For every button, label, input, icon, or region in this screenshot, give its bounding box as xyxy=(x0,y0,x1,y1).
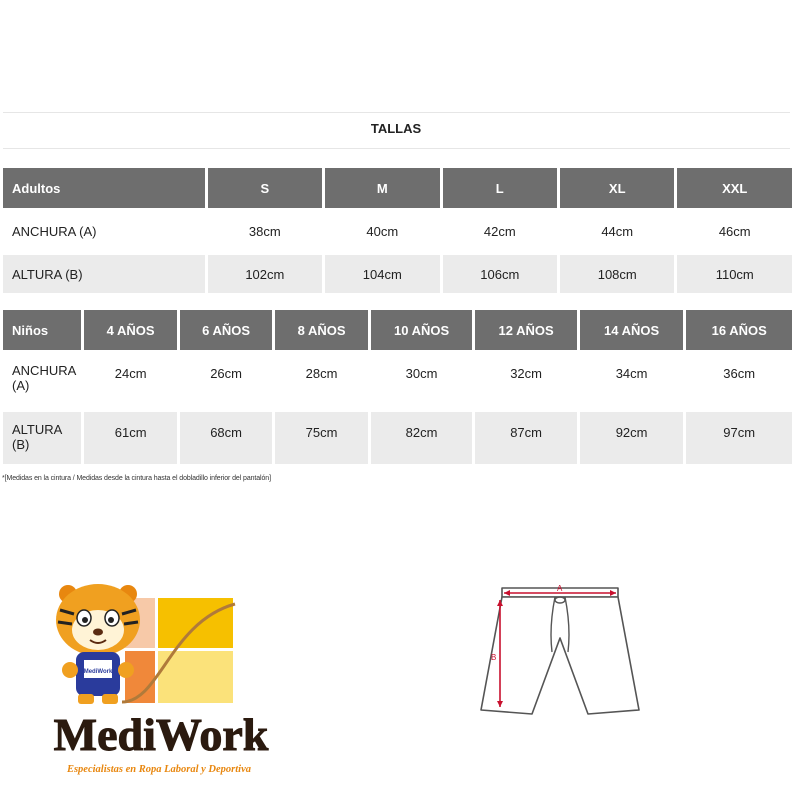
table-cell: 106cm xyxy=(443,255,557,293)
logo-tile xyxy=(158,598,233,648)
table-cell: 82cm xyxy=(371,412,473,464)
age-header-6: 6 AÑOS xyxy=(180,310,272,350)
row-label-width xyxy=(3,353,81,409)
table-cell: 46cm xyxy=(718,224,751,239)
table-cell: 30cm xyxy=(405,366,438,381)
adults-header-label: Adultos xyxy=(3,168,205,208)
row-label-line: (B) xyxy=(12,437,30,452)
adults-header-row xyxy=(3,168,792,208)
title-divider xyxy=(3,148,790,149)
age-header-10: 10 AÑOS xyxy=(371,310,473,350)
table-cell: 108cm xyxy=(560,255,674,293)
page-title: TALLAS xyxy=(370,121,422,136)
top-divider xyxy=(3,112,790,113)
row-label-line: (A) xyxy=(12,378,30,393)
table-cell: 40cm xyxy=(366,224,399,239)
table-row xyxy=(3,353,792,409)
brand-name: MediWork xyxy=(53,709,269,760)
row-label-line: ALTURA xyxy=(12,422,63,437)
size-header-l: L xyxy=(443,168,557,208)
table-cell: 26cm xyxy=(210,366,242,381)
table-cell: 32cm xyxy=(510,366,542,381)
age-header-14: 14 AÑOS xyxy=(580,310,684,350)
size-header-xxl: XXL xyxy=(677,168,792,208)
table-cell: 97cm xyxy=(686,412,792,464)
table-cell: 68cm xyxy=(180,412,272,464)
size-header-m: M xyxy=(325,168,439,208)
table-row xyxy=(3,211,792,252)
adults-size-table xyxy=(0,165,795,296)
row-label-line: ANCHURA xyxy=(12,363,77,378)
table-cell: 28cm xyxy=(305,366,338,381)
age-header-8: 8 AÑOS xyxy=(275,310,367,350)
size-header-xl: XL xyxy=(560,168,674,208)
table-cell: 61cm xyxy=(84,412,176,464)
row-label-height: ALTURA (B) xyxy=(3,255,205,293)
footnote: *[Medidas en la cintura / Medidas desde la cintura hasta el dobladillo inferior del pantalón] xyxy=(2,475,271,482)
table-cell: 34cm xyxy=(615,366,648,381)
measure-label-b: B xyxy=(491,653,497,662)
kids-header-label: Niños xyxy=(3,310,81,350)
table-cell: 42cm xyxy=(483,224,516,239)
size-header-s: S xyxy=(208,168,322,208)
table-cell: 38cm xyxy=(248,224,281,239)
mediwork-logo xyxy=(30,582,292,782)
shorts-icon xyxy=(481,588,639,714)
table-row xyxy=(3,412,792,464)
kids-size-table xyxy=(0,307,795,467)
table-cell: 44cm xyxy=(601,224,634,239)
row-label-width: ANCHURA (A) xyxy=(12,224,97,239)
table-row xyxy=(3,255,792,293)
table-cell: 104cm xyxy=(325,255,439,293)
age-header-4: 4 AÑOS xyxy=(84,310,176,350)
table-cell: 102cm xyxy=(208,255,322,293)
measure-label-a: A xyxy=(557,584,563,593)
mascot-shirt-text: MediWork xyxy=(83,669,113,675)
kids-header-row xyxy=(3,310,792,350)
brand-tagline: Especialistas en Ropa Laboral y Deportiva xyxy=(66,764,252,775)
table-cell: 87cm xyxy=(475,412,577,464)
table-cell: 75cm xyxy=(275,412,367,464)
shorts-diagram xyxy=(475,580,645,720)
table-cell: 24cm xyxy=(114,366,147,381)
table-cell: 110cm xyxy=(677,255,792,293)
table-cell: 36cm xyxy=(723,366,756,381)
table-cell: 92cm xyxy=(580,412,684,464)
age-header-16: 16 AÑOS xyxy=(686,310,792,350)
age-header-12: 12 AÑOS xyxy=(475,310,577,350)
row-label-height xyxy=(3,412,81,464)
